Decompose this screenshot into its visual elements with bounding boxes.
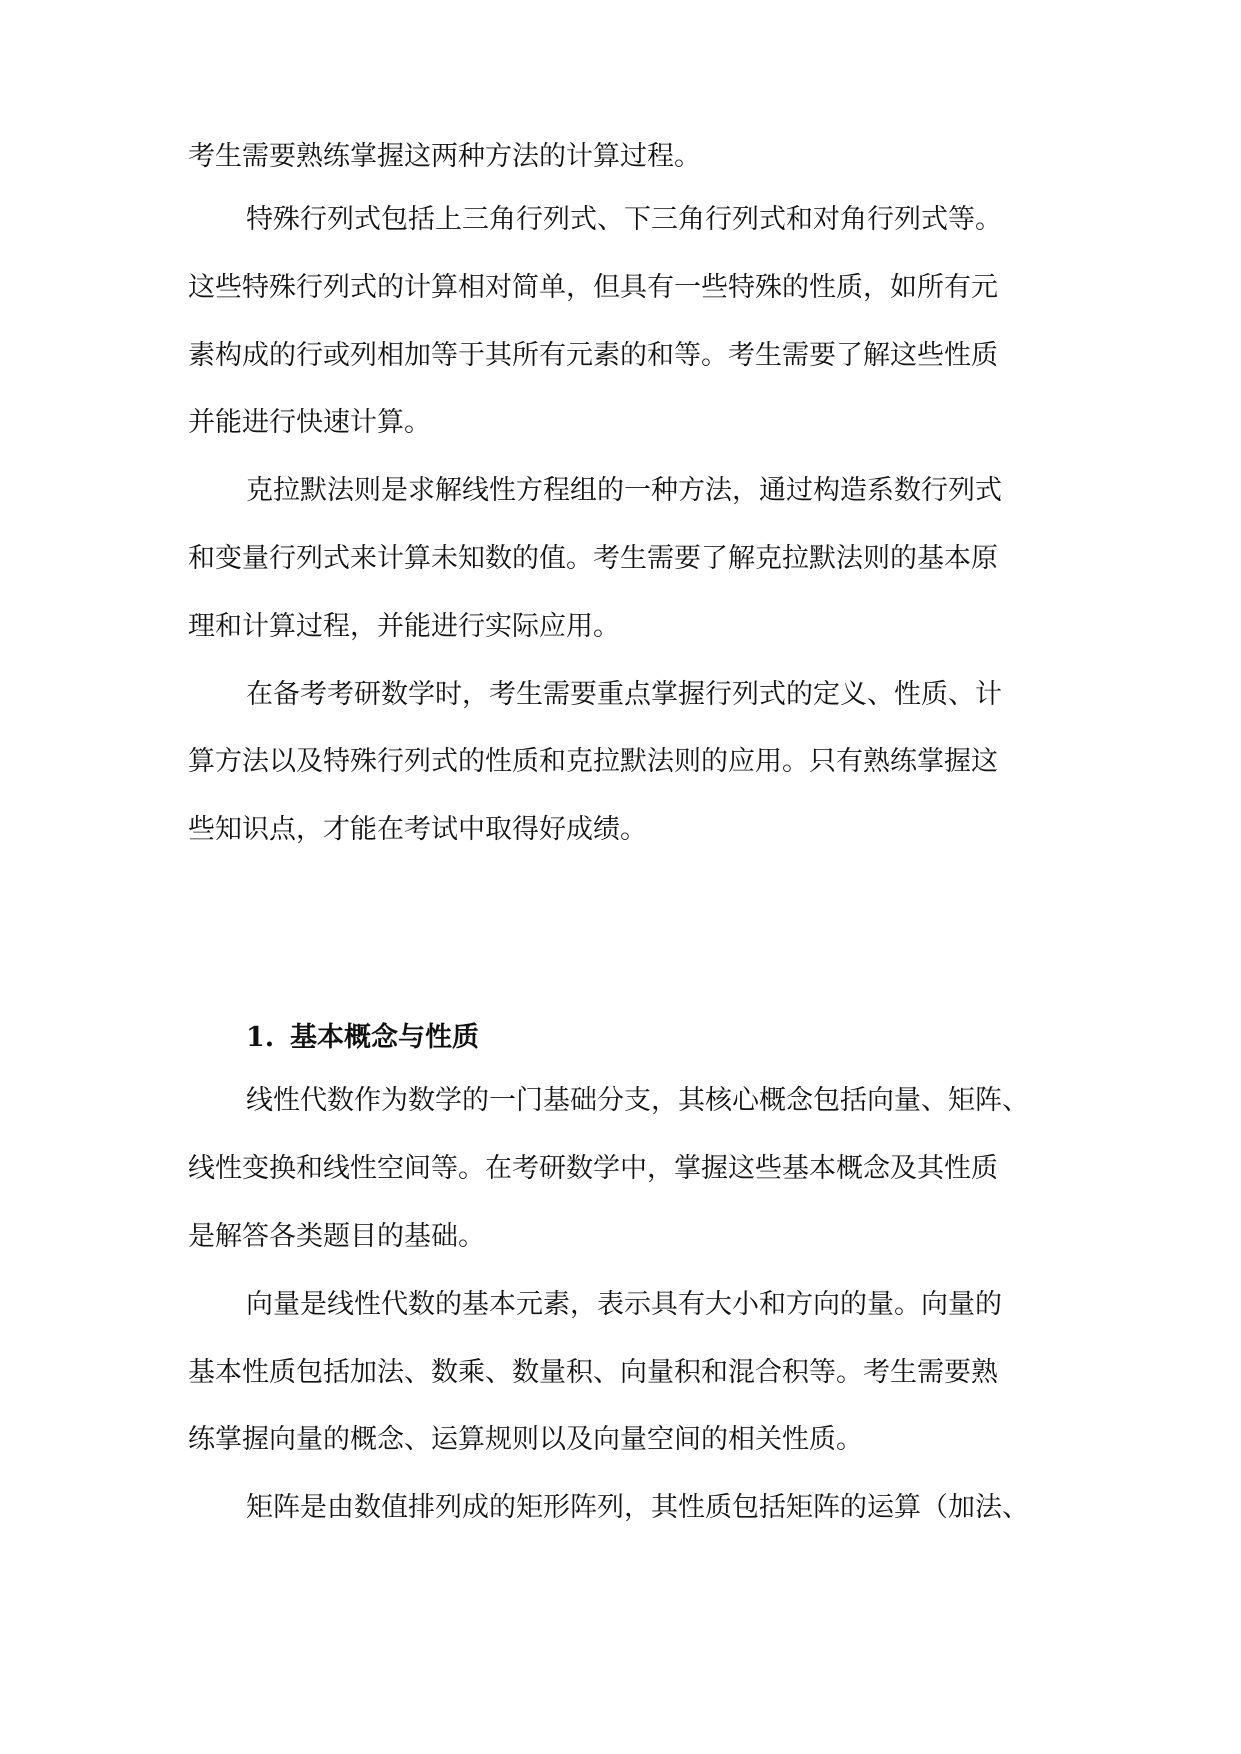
paragraph-line: 克拉默法则是求解线性方程组的一种方法，通过构造系数行列式 bbox=[246, 475, 1002, 506]
section-number: 1. bbox=[246, 1022, 275, 1053]
paragraph-line: 特殊行列式包括上三角行列式、下三角行列式和对角行列式等。 bbox=[246, 204, 1002, 235]
paragraph-line: 并能进行快速计算。 bbox=[188, 407, 431, 438]
paragraph-line: 向量是线性代数的基本元素，表示具有大小和方向的量。向量的 bbox=[246, 1289, 1002, 1320]
paragraph-line: 线性变换和线性空间等。在考研数学中，掌握这些基本概念及其性质 bbox=[188, 1153, 998, 1184]
paragraph-line: 素构成的行或列相加等于其所有元素的和等。考生需要了解这些性质 bbox=[188, 340, 998, 371]
paragraph-line: 是解答各类题目的基础。 bbox=[188, 1221, 485, 1252]
section-heading bbox=[246, 1018, 479, 1058]
paragraph-line: 线性代数作为数学的一门基础分支，其核心概念包括向量、矩阵、 bbox=[246, 1085, 1029, 1116]
paragraph-line: 基本性质包括加法、数乘、数量积、向量积和混合积等。考生需要熟 bbox=[188, 1357, 998, 1388]
paragraph-line: 矩阵是由数值排列成的矩形阵列，其性质包括矩阵的运算（加法、 bbox=[246, 1492, 1029, 1523]
paragraph-line: 在备考考研数学时，考生需要重点掌握行列式的定义、性质、计 bbox=[246, 679, 1002, 710]
paragraph-line: 考生需要熟练掌握这两种方法的计算过程。 bbox=[188, 141, 701, 172]
paragraph-line: 和变量行列式来计算未知数的值。考生需要了解克拉默法则的基本原 bbox=[188, 543, 998, 574]
paragraph-line: 算方法以及特殊行列式的性质和克拉默法则的应用。只有熟练掌握这 bbox=[188, 746, 998, 777]
paragraph-line: 理和计算过程，并能进行实际应用。 bbox=[188, 611, 620, 642]
section-title: 基本概念与性质 bbox=[290, 1022, 479, 1053]
paragraph-line: 些知识点，才能在考试中取得好成绩。 bbox=[188, 814, 647, 845]
paragraph-line: 这些特殊行列式的计算相对简单，但具有一些特殊的性质，如所有元 bbox=[188, 272, 998, 303]
paragraph-line: 练掌握向量的概念、运算规则以及向量空间的相关性质。 bbox=[188, 1424, 863, 1455]
